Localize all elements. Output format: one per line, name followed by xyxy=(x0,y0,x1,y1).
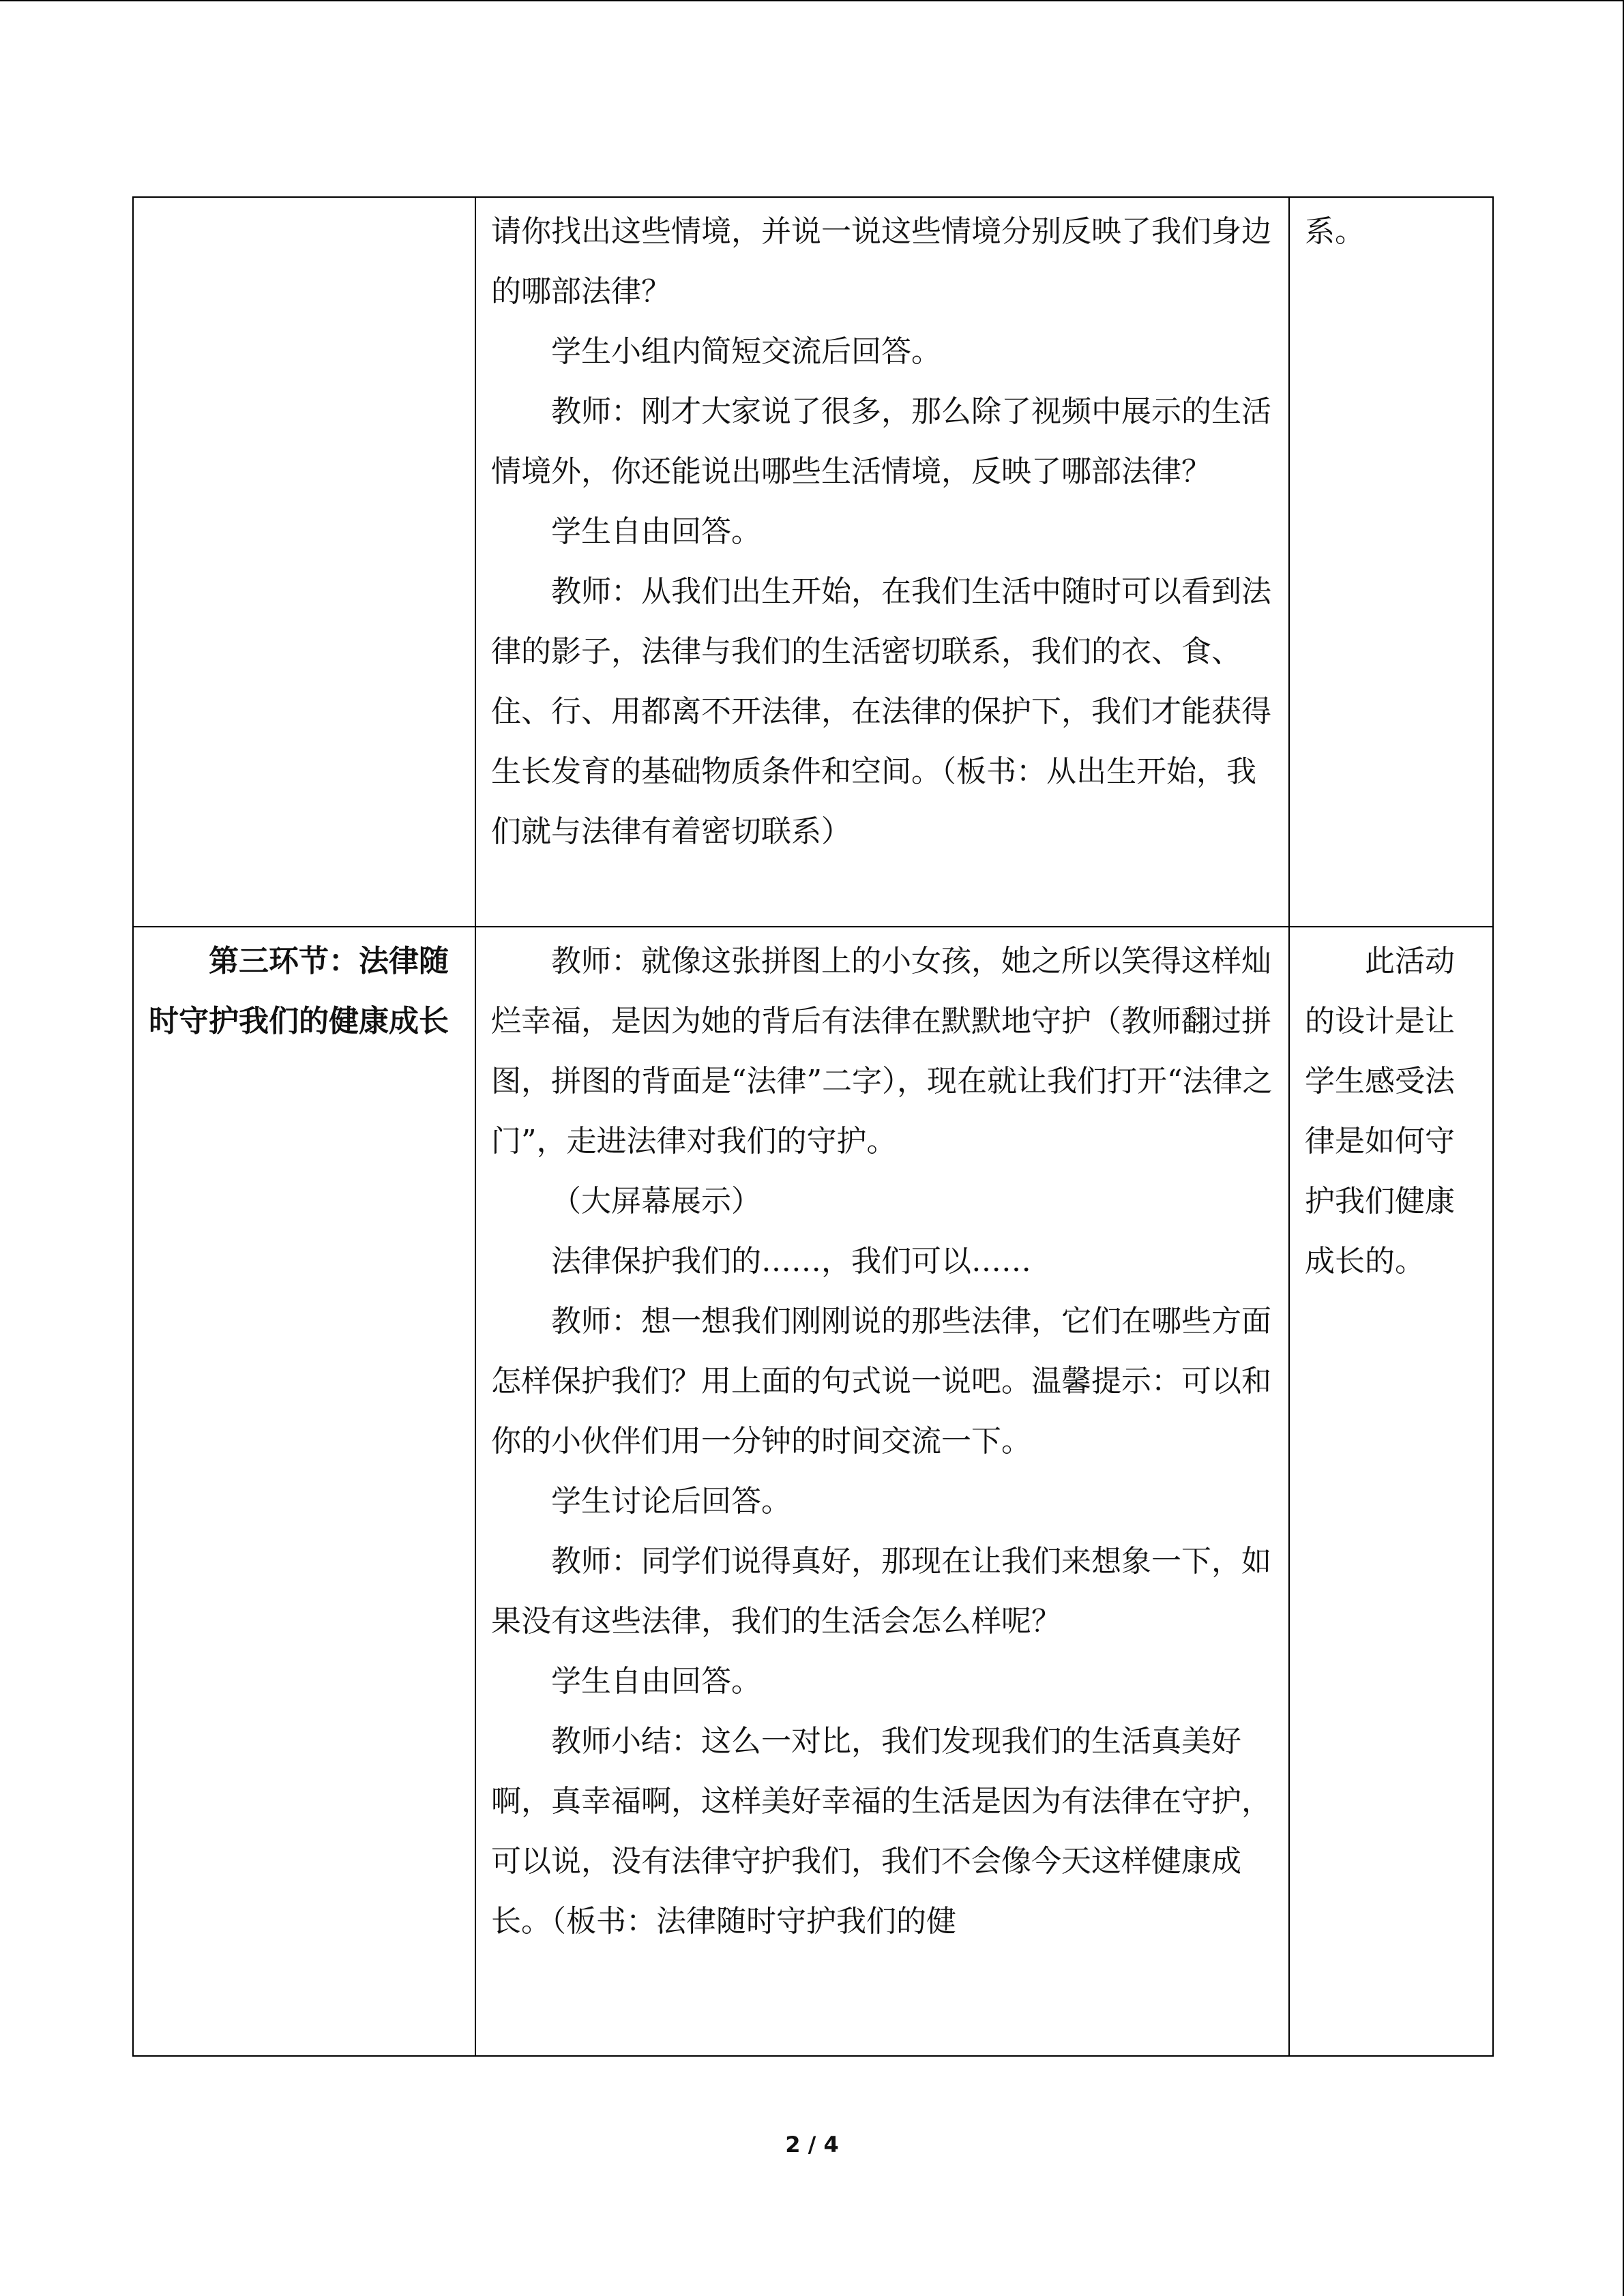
design-note-cell xyxy=(1289,927,1493,2056)
activity-paragraph: 学生自由回答。 xyxy=(551,514,761,549)
page-number: 2 / 4 xyxy=(785,2132,839,2158)
activity-paragraph: 教师：想一想我们刚刚说的那些法律，它们在哪些方面怎样保护我们？用上面的句式说一说吧。温馨提示：可以和你的小伙伴们用一分钟的时间交流一下。 xyxy=(491,1304,1271,1459)
activity-paragraph: 学生小组内简短交流后回答。 xyxy=(551,334,941,369)
activity-paragraph: 教师：就像这张拼图上的小女孩，她之所以笑得这样灿烂幸福，是因为她的背后有法律在默默地守护（教师翻过拼图，拼图的背面是“法律”二字），现在就让我们打开“法律之门”，走进法律对我们的守护。 xyxy=(491,944,1273,1159)
activity-paragraph: （大屏幕展示） xyxy=(551,1184,761,1219)
lesson-plan-table xyxy=(132,196,1494,2057)
activity-paragraph: 教师：从我们出生开始，在我们生活中随时可以看到法律的影子，法律与我们的生活密切联系，我们的衣、食、住、行、用都离不开法律，在法律的保护下，我们才能获得生长发育的基础物质条件和空间。（板书：从出生开始，我们就与法律有着密切联系） xyxy=(491,574,1271,849)
stage-title: 第三环节：法律随时守护我们的健康成长 xyxy=(149,944,449,1039)
activity-paragraph: 法律保护我们的……，我们可以…… xyxy=(551,1244,1031,1279)
stage-cell xyxy=(133,197,475,927)
stage-cell xyxy=(133,927,475,2056)
activity-paragraph: 教师：同学们说得真好，那现在让我们来想象一下，如果没有这些法律，我们的生活会怎么样呢？ xyxy=(491,1544,1271,1639)
activity-paragraph: 教师：刚才大家说了很多，那么除了视频中展示的生活情境外，你还能说出哪些生活情境，反映了哪部法律？ xyxy=(491,394,1271,489)
activity-cell xyxy=(475,927,1289,2056)
table-row xyxy=(133,197,1493,927)
activity-paragraphs xyxy=(491,202,1273,862)
activity-paragraphs xyxy=(491,931,1273,1952)
design-note-cell xyxy=(1289,197,1493,927)
activity-paragraph: 学生讨论后回答。 xyxy=(551,1484,791,1519)
page-top-border xyxy=(0,0,1624,1)
design-note: 此活动的设计是让学生感受法律是如何守护我们健康成长的。 xyxy=(1305,944,1455,1279)
activity-cell xyxy=(475,197,1289,927)
activity-paragraph: 学生自由回答。 xyxy=(551,1664,761,1699)
activity-paragraph: 请你找出这些情境，并说一说这些情境分别反映了我们身边的哪部法律？ xyxy=(491,214,1271,309)
activity-paragraph: 教师小结：这么一对比，我们发现我们的生活真美好啊，真幸福啊，这样美好幸福的生活是因为有法律在守护，可以说，没有法律守护我们，我们不会像今天这样健康成长。（板书：法律随时守护我们的健 xyxy=(491,1724,1271,1939)
design-note: 系。 xyxy=(1305,214,1365,249)
table-row xyxy=(133,927,1493,2056)
